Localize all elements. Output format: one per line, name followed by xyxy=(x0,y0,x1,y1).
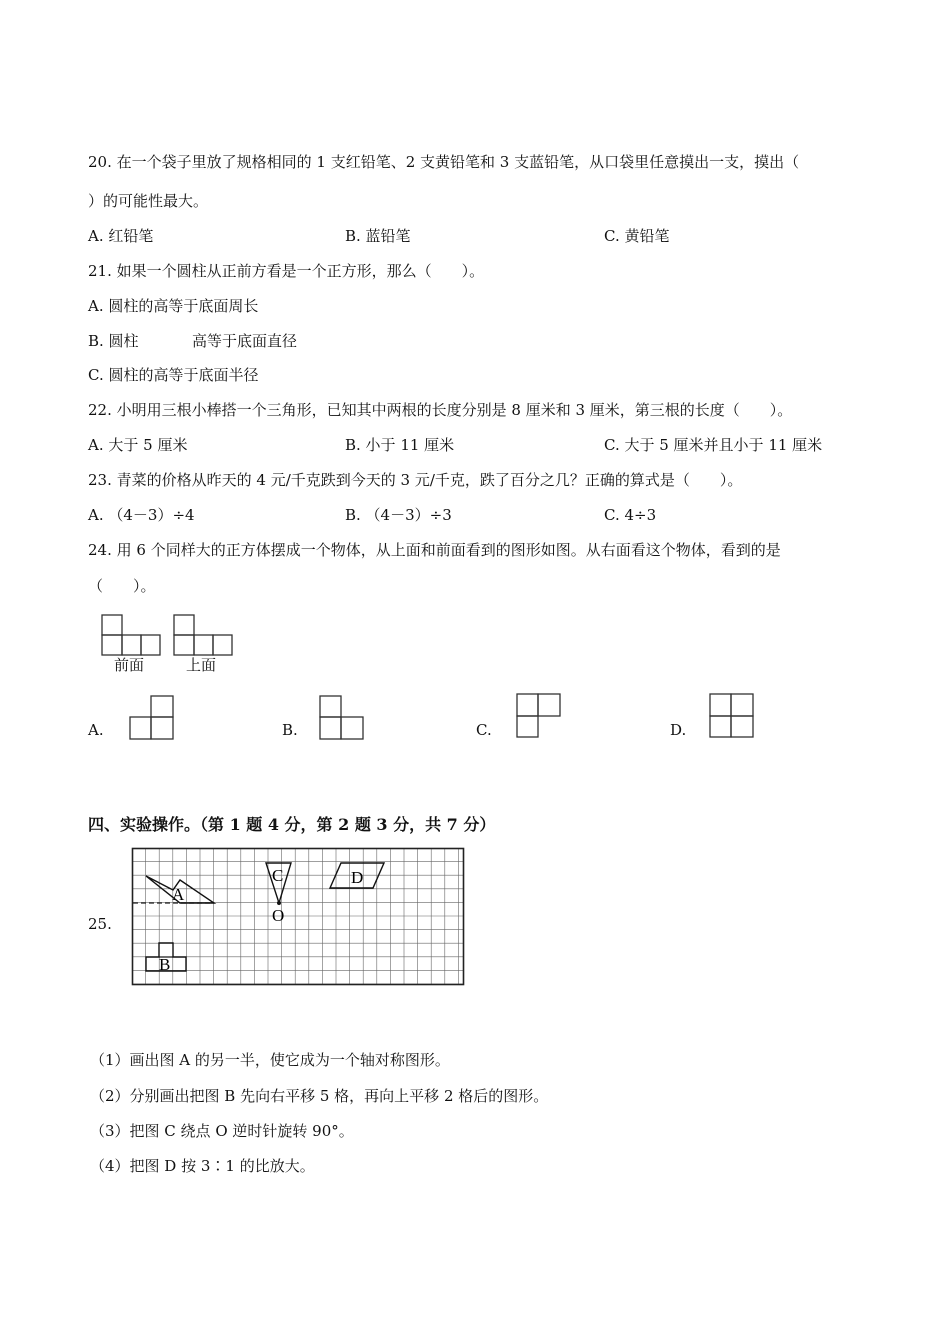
q25-task-1: （1）画出图 A 的另一半，使它成为一个轴对称图形。 xyxy=(90,1051,450,1069)
q21-option-b-tail: 高等于底面直径 xyxy=(192,332,298,350)
q24-option-b-label: B. xyxy=(282,721,298,739)
q24-option-c-figure xyxy=(516,693,562,739)
q25-task-2: （2）分别画出把图 B 先向右平移 5 格，再向上平移 2 格后的图形。 xyxy=(90,1087,549,1105)
q20-stem-line2: ）的可能性最大。 xyxy=(88,192,209,210)
shape-d-label: D xyxy=(351,868,364,887)
q22-stem: 22. 小明用三根小棒搭一个三角形，已知其中两根的长度分别是 8 厘米和 3 厘米，第三根的长度（ ）。 xyxy=(88,401,793,419)
q24-stem-line2: （ ）。 xyxy=(88,577,156,595)
q21-option-a: A. 圆柱的高等于底面周长 xyxy=(88,297,259,315)
q23-stem: 23. 青菜的价格从昨天的 4 元/千克跌到今天的 3 元/千克，跌了百分之几？正确的算式是（ ）。 xyxy=(88,471,743,489)
front-view-label: 前面 xyxy=(114,656,145,674)
q20-option-c: C. 黄铅笔 xyxy=(604,227,670,245)
top-view-label: 上面 xyxy=(186,656,217,674)
shape-a-label: A xyxy=(172,885,185,904)
q24-option-d-label: D. xyxy=(670,721,687,739)
q21-stem: 21. 如果一个圆柱从正前方看是一个正方形，那么（ ）。 xyxy=(88,262,485,280)
q24-option-d-figure xyxy=(709,693,755,739)
section4-heading: 四、实验操作。（第 1 题 4 分，第 2 题 3 分，共 7 分） xyxy=(88,815,496,834)
q20-stem-line1: 20. 在一个袋子里放了规格相同的 1 支红铅笔、2 支黄铅笔和 3 支蓝铅笔，从口袋里任意摸出一支，摸出（ xyxy=(88,153,800,171)
q24-option-a-label: A. xyxy=(88,721,104,739)
q20-option-b: B. 蓝铅笔 xyxy=(345,227,411,245)
q21-option-c: C. 圆柱的高等于底面半径 xyxy=(88,366,259,384)
q24-option-c-label: C. xyxy=(476,721,492,739)
point-o-label: O xyxy=(272,906,285,925)
q22-option-b: B. 小于 11 厘米 xyxy=(345,436,455,454)
front-view-figure xyxy=(101,614,161,656)
q24-option-a-figure xyxy=(129,695,175,741)
shape-c-label: C xyxy=(272,866,284,885)
q24-option-b-figure xyxy=(319,695,365,741)
grid-border xyxy=(133,849,464,985)
q22-option-c: C. 大于 5 厘米并且小于 11 厘米 xyxy=(604,436,823,454)
q25-number: 25. xyxy=(88,915,112,933)
q23-option-a: A. （4－3）÷4 xyxy=(88,506,195,524)
q23-option-b: B. （4－3）÷3 xyxy=(345,506,452,524)
q24-stem-line1: 24. 用 6 个同样大的正方体摆成一个物体，从上面和前面看到的图形如图。从右面看这个物体，看到的是 xyxy=(88,541,781,559)
q23-option-c: C. 4÷3 xyxy=(604,506,657,524)
top-view-figure xyxy=(173,614,233,656)
q25-task-4: （4）把图 D 按 3∶1 的比放大。 xyxy=(90,1157,315,1175)
q22-option-a: A. 大于 5 厘米 xyxy=(88,436,188,454)
q25-task-3: （3）把图 C 绕点 O 逆时针旋转 90°。 xyxy=(90,1122,354,1140)
q25-grid-figure xyxy=(132,848,465,986)
shape-b-label: B xyxy=(159,955,171,974)
q20-option-a: A. 红铅笔 xyxy=(88,227,154,245)
q21-option-b-head: B. 圆柱 xyxy=(88,332,139,350)
point-o xyxy=(277,901,281,905)
